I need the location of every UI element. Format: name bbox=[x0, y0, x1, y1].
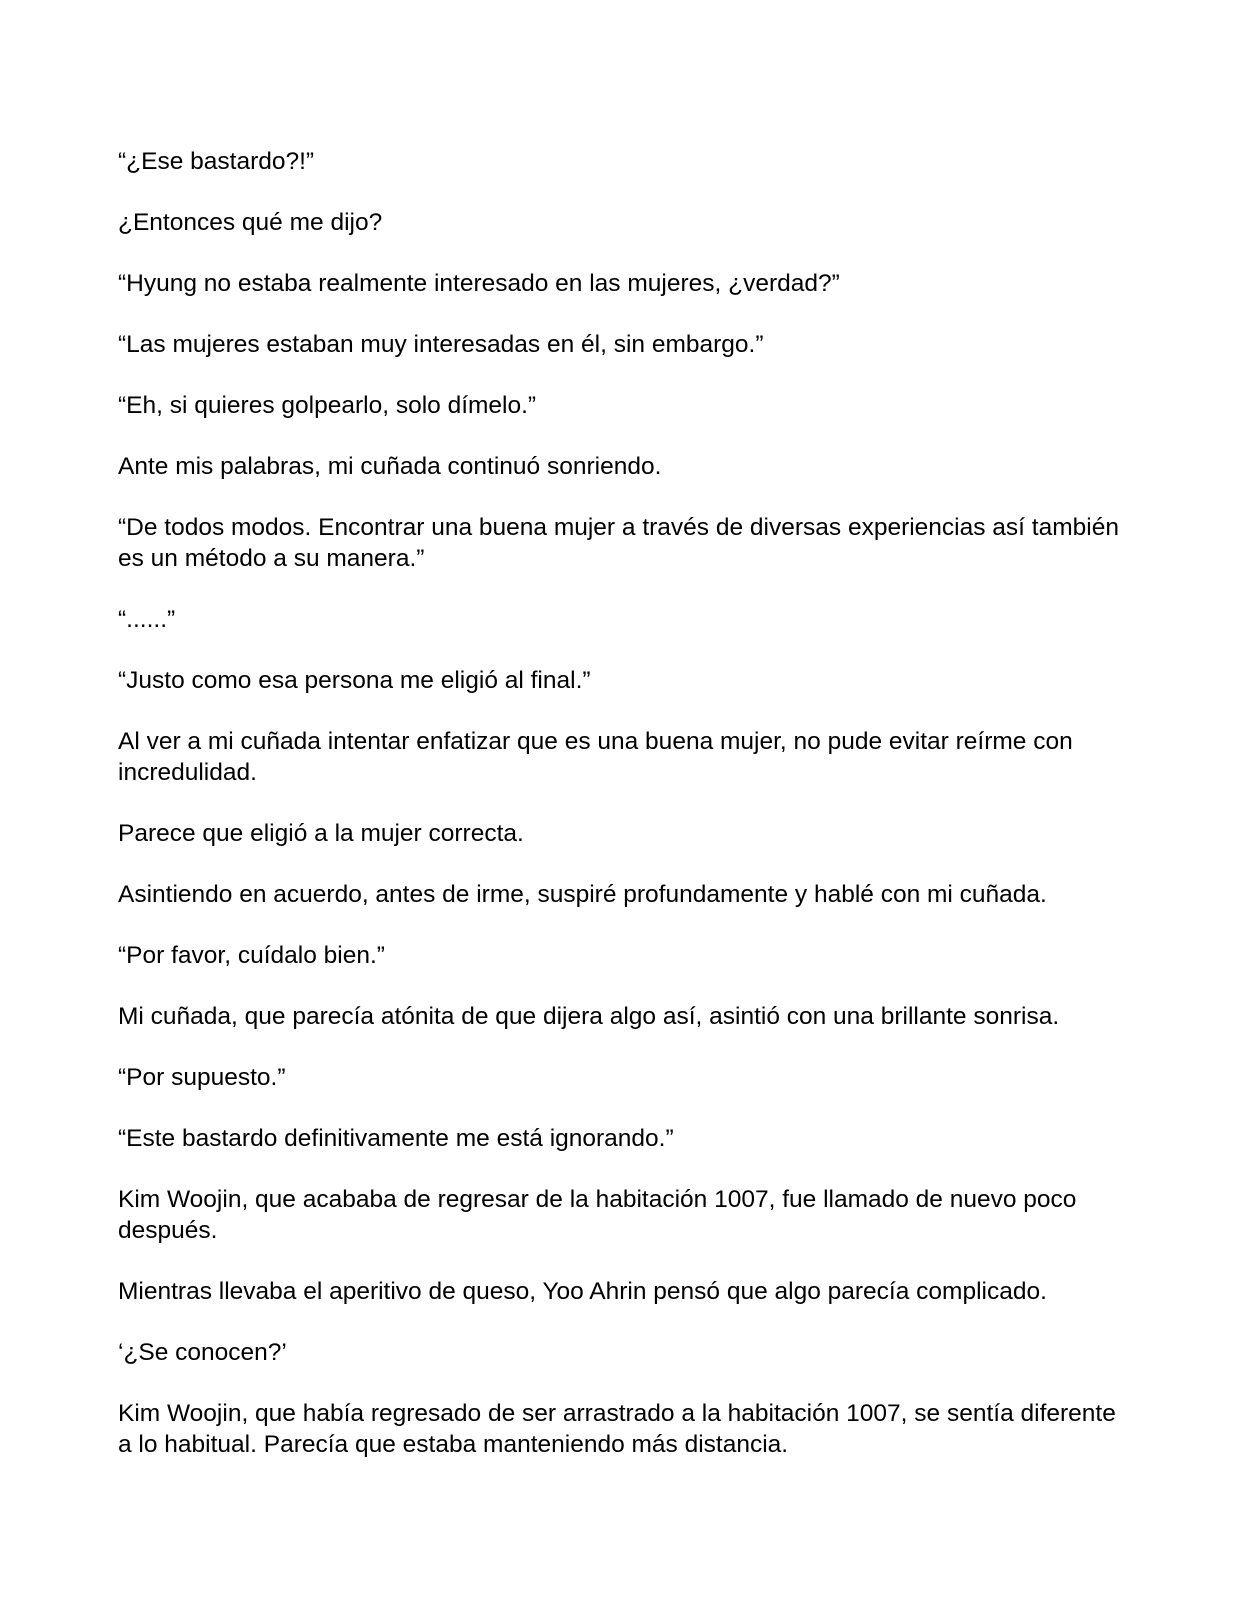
paragraph: “Justo como esa persona me eligió al final.” bbox=[118, 667, 591, 694]
paragraph: “Por supuesto.” bbox=[118, 1064, 286, 1091]
paragraph: Kim Woojin, que había regresado de ser arrastrado a la habitación 1007, se sentía diferente a lo habitual. Parecía que estaba manteniendo más distancia. bbox=[118, 1400, 1116, 1458]
paragraph: Al ver a mi cuñada intentar enfatizar que es una buena mujer, no pude evitar reírme con incredulidad. bbox=[118, 728, 1073, 786]
paragraph: “......” bbox=[118, 606, 176, 633]
paragraph: Asintiendo en acuerdo, antes de irme, suspiré profundamente y hablé con mi cuñada. bbox=[118, 881, 1047, 908]
paragraph: Parece que eligió a la mujer correcta. bbox=[118, 820, 524, 847]
paragraph: Mientras llevaba el aperitivo de queso, Yoo Ahrin pensó que algo parecía complicado. bbox=[118, 1278, 1047, 1305]
paragraph: “Las mujeres estaban muy interesadas en él, sin embargo.” bbox=[118, 331, 764, 358]
paragraph: ‘¿Se conocen?’ bbox=[118, 1339, 287, 1366]
paragraph: “Este bastardo definitivamente me está ignorando.” bbox=[118, 1125, 674, 1152]
paragraph: Kim Woojin, que acababa de regresar de la habitación 1007, fue llamado de nuevo poco después. bbox=[118, 1186, 1077, 1244]
paragraph: “Por favor, cuídalo bien.” bbox=[118, 942, 385, 969]
document-body bbox=[118, 146, 1128, 1490]
paragraph: ¿Entonces qué me dijo? bbox=[118, 209, 383, 236]
paragraph: “De todos modos. Encontrar una buena mujer a través de diversas experiencias así también es un método a su manera.” bbox=[118, 514, 1119, 572]
paragraph: “¿Ese bastardo?!” bbox=[118, 148, 315, 175]
paragraph: Ante mis palabras, mi cuñada continuó sonriendo. bbox=[118, 453, 662, 480]
paragraph: “Hyung no estaba realmente interesado en las mujeres, ¿verdad?” bbox=[118, 270, 840, 297]
paragraph: “Eh, si quieres golpearlo, solo dímelo.” bbox=[118, 392, 537, 419]
paragraph: Mi cuñada, que parecía atónita de que dijera algo así, asintió con una brillante sonrisa. bbox=[118, 1003, 1060, 1030]
